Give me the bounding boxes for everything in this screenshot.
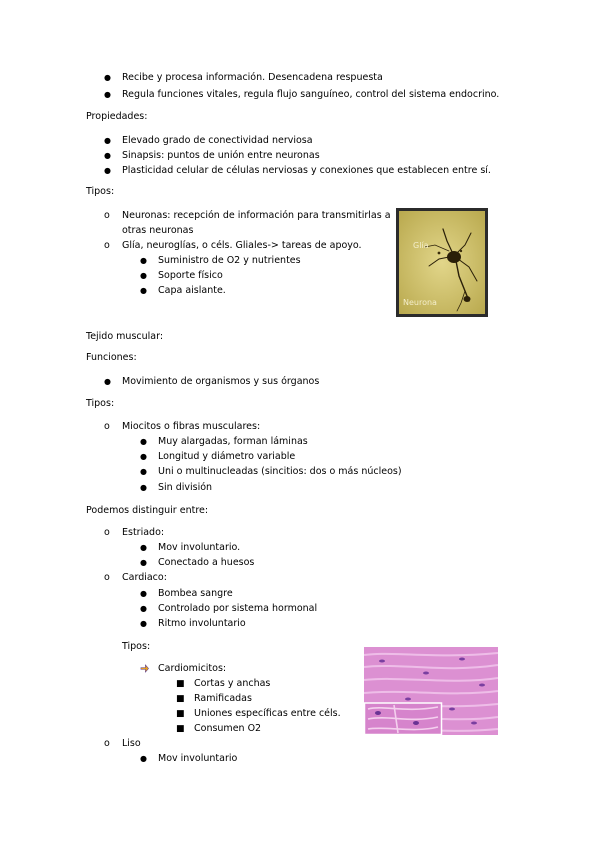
list-item: Mov involuntario. — [158, 542, 241, 553]
bullet: ● — [140, 589, 147, 598]
neuron-micrograph-image — [396, 208, 488, 317]
bullet: ● — [140, 271, 147, 280]
list-item: Cardiomicitos: — [158, 663, 227, 674]
bullet: ● — [104, 73, 111, 82]
list-item: Movimiento de organismos y sus órganos — [122, 376, 320, 387]
list-item: Soporte físico — [158, 270, 223, 281]
muscular-heading: Tejido muscular: — [86, 331, 164, 342]
list-item: Glía, neuroglías, o céls. Gliales-> tareas de apoyo. — [122, 240, 362, 251]
list-item: Mov involuntario — [158, 753, 238, 764]
bullet: ● — [140, 619, 147, 628]
list-item: Capa aislante. — [158, 285, 226, 296]
circle-bullet: o — [104, 738, 110, 749]
list-item: Suministro de O2 y nutrientes — [158, 255, 301, 266]
list-item: Ritmo involuntario — [158, 618, 246, 629]
list-item: Liso — [122, 738, 141, 749]
circle-bullet: o — [104, 421, 110, 432]
square-bullet: ■ — [176, 724, 185, 734]
list-item: Longitud y diámetro variable — [158, 451, 296, 462]
bullet: ● — [140, 467, 147, 476]
bullet: ● — [140, 256, 147, 265]
cardiac-muscle-micrograph-image — [364, 647, 498, 735]
list-item: Conectado a huesos — [158, 557, 255, 568]
list-item: Sinapsis: puntos de unión entre neuronas — [122, 150, 320, 161]
tipos-heading: Tipos: — [122, 641, 151, 652]
list-item: Cortas y anchas — [194, 678, 271, 689]
list-item: Plasticidad celular de células nerviosas y conexiones que establecen entre sí. — [122, 165, 491, 176]
list-item: Uni o multinucleadas (sincitios: dos o más núcleos) — [158, 466, 402, 477]
tipos-heading: Tipos: — [86, 186, 115, 197]
list-item: Neuronas: recepción de información para transmitirlas a — [122, 210, 391, 221]
bullet: ● — [140, 604, 147, 613]
list-item: Controlado por sistema hormonal — [158, 603, 318, 614]
bullet: ● — [140, 286, 147, 295]
bullet: ● — [104, 151, 111, 160]
bullet: ● — [104, 166, 111, 175]
list-item: Consumen O2 — [194, 723, 262, 734]
list-item: Miocitos o fibras musculares: — [122, 421, 261, 432]
bullet: ● — [140, 543, 147, 552]
bullet: ● — [140, 437, 147, 446]
circle-bullet: o — [104, 572, 110, 583]
propiedades-heading: Propiedades: — [86, 111, 148, 122]
circle-bullet: o — [104, 210, 110, 221]
circle-bullet: o — [104, 240, 110, 251]
bullet: ● — [140, 452, 147, 461]
circle-bullet: o — [104, 527, 110, 538]
neurona-label: Neurona — [403, 298, 437, 307]
glia-label: Glía — [413, 241, 429, 250]
bullet: ● — [104, 377, 111, 386]
list-item: Recibe y procesa información. Desencadena respuesta — [122, 72, 383, 83]
funciones-heading: Funciones: — [86, 352, 137, 363]
list-item: Sin división — [158, 482, 213, 493]
square-bullet: ■ — [176, 694, 185, 704]
bullet: ● — [140, 558, 147, 567]
arrow-bullet-icon — [140, 664, 149, 673]
bullet: ● — [104, 136, 111, 145]
distinguir-heading: Podemos distinguir entre: — [86, 505, 209, 516]
list-item: Bombea sangre — [158, 588, 233, 599]
list-item: Muy alargadas, forman láminas — [158, 436, 308, 447]
bullet: ● — [104, 90, 111, 99]
square-bullet: ■ — [176, 679, 185, 689]
tipos-heading: Tipos: — [86, 398, 115, 409]
bullet: ● — [140, 483, 147, 492]
list-item-continuation: otras neuronas — [122, 225, 194, 236]
list-item: Elevado grado de conectividad nerviosa — [122, 135, 313, 146]
square-bullet: ■ — [176, 709, 185, 719]
list-item: Estriado: — [122, 527, 165, 538]
list-item: Regula funciones vitales, regula flujo sanguíneo, control del sistema endocrino. — [122, 89, 500, 100]
list-item: Ramificadas — [194, 693, 252, 704]
list-item: Uniones específicas entre céls. — [194, 708, 341, 719]
bullet: ● — [140, 754, 147, 763]
list-item: Cardiaco: — [122, 572, 167, 583]
